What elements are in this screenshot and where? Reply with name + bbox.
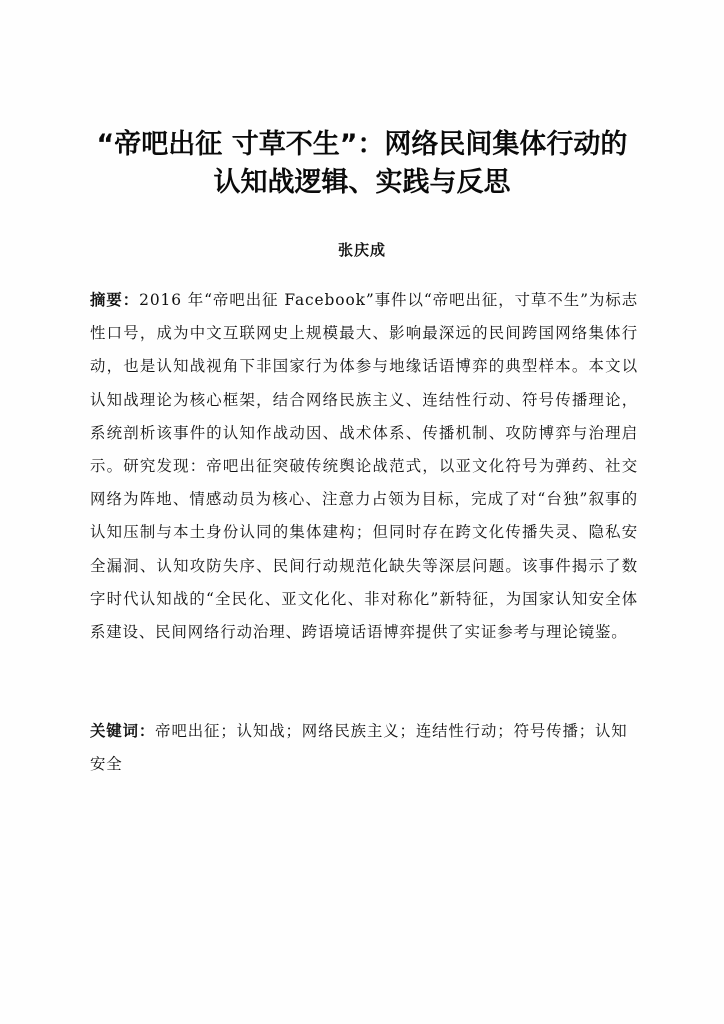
- keywords-text: 帝吧出征；认知战；网络民族主义；连结性行动；符号传播；认知安全: [90, 722, 628, 774]
- keywords-label: 关键词：: [90, 722, 156, 740]
- paper-title-line-1: “帝吧出征 寸草不生”：网络民间集体行动的: [96, 129, 628, 160]
- abstract-paragraph: [90, 284, 638, 649]
- abstract-text: 2016 年“帝吧出征 Facebook”事件以“帝吧出征，寸草不生”为标志性口号，成为中文互联网史上规模最大、影响最深远的民间跨国网络集体行动，也是认知战视角下非国家行为体参与地缘话语博弈的典型样本。本文以认知战理论为核心框架，结合网络民族主义、连结性行动、符号传播理论，系统剖析该事件的认知作战动因、战术体系、传播机制、攻防博弈与治理启示。研究发现：帝吧出征突破传统舆论战范式，以亚文化符号为弹药、社交网络为阵地、情感动员为核心、注意力占领为目标，完成了对“台独”叙事的认知压制与本土身份认同的集体建构；但同时存在跨文化传播失灵、隐私安全漏洞、认知攻防失序、民间行动规范化缺失等深层问题。该事件揭示了数字时代认知战的“全民化、亚文化化、非对称化”新特征，为国家认知安全体系建设、民间网络行动治理、跨语境话语博弈提供了实证参考与理论镜鉴。: [90, 291, 639, 642]
- paper-title: [60, 126, 664, 202]
- paper-title-line-2: 认知战逻辑、实践与反思: [213, 167, 511, 198]
- author-name: 张庆成: [337, 241, 386, 259]
- abstract-label: 摘要：: [90, 291, 140, 309]
- keywords-paragraph: [90, 715, 638, 781]
